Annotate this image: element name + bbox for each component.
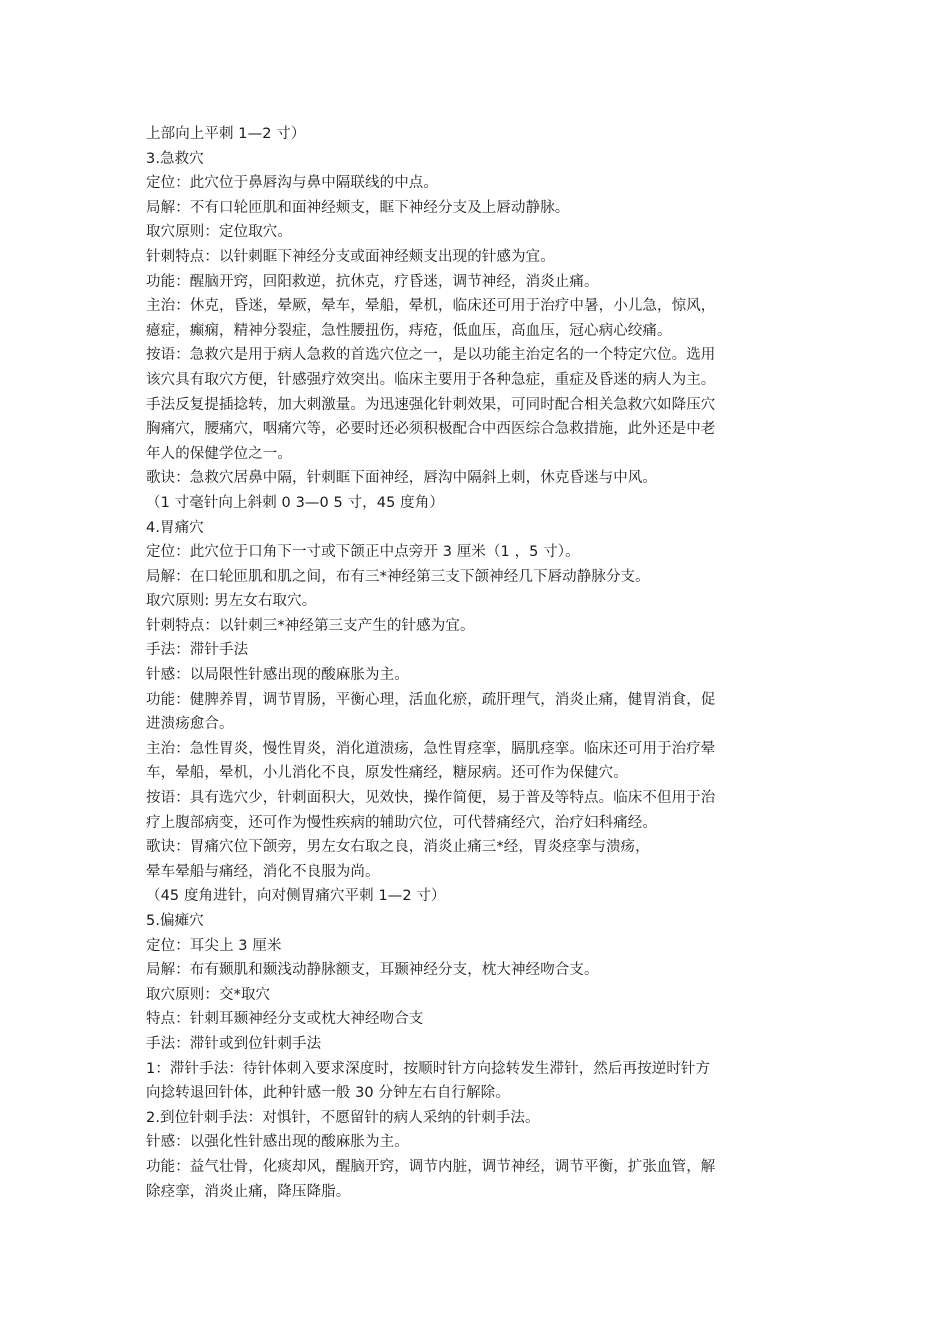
text-line: 歌诀：急救穴居鼻中隔，针刺眶下面神经，唇沟中隔斜上刺，休克昏迷与中风。 [146, 470, 657, 487]
text-line: 局解：在口轮匝肌和肌之间，布有三*神经第三支下颌神经几下唇动静脉分支。 [146, 568, 650, 585]
text-line: 针刺特点：以针刺眶下神经分支或面神经颊支出现的针感为宜。 [146, 248, 555, 265]
text-line: 疗上腹部病变，还可作为慢性疾病的辅助穴位，可代替痛经穴，治疗妇科痛经。 [146, 814, 657, 831]
section-heading-5: 5.偏瘫穴 [146, 913, 204, 929]
text-line: 癔症，癫痫，精神分裂症，急性腰扭伤，痔疮，低血压，高血压，冠心病心绞痛。 [146, 322, 672, 339]
text-line: 局解：布有颞肌和颞浅动静脉额支，耳颞神经分支，枕大神经吻合支。 [146, 962, 599, 979]
text-line: 取穴原则：定位取穴。 [146, 224, 292, 241]
text-line: 局解：不有口轮匝肌和面神经颊支，眶下神经分支及上唇动静脉。 [146, 199, 570, 216]
text-line: 2.到位针刺手法：对惧针，不愿留针的病人采纳的针刺手法。 [146, 1109, 540, 1126]
text-line: 取穴原则: 男左女右取穴。 [146, 593, 317, 610]
text-line: （1 寸毫针向上斜刺 0 3—0 5 寸，45 度角） [146, 494, 444, 511]
text-line: 手法：滞针手法 [146, 642, 249, 659]
text-line: 进溃疡愈合。 [146, 716, 234, 733]
text-line: 年人的保健学位之一。 [146, 445, 292, 462]
text-line: 特点：针刺耳颞神经分支或枕大神经吻合支 [146, 1011, 424, 1028]
section-heading-4: 4.胃痛穴 [146, 519, 204, 536]
text-line: 功能：益气壮骨，化痰却风，醒脑开窍，调节内脏，调节神经，调节平衡，扩张血管，解 [146, 1158, 716, 1175]
text-line: 该穴具有取穴方便，针感强疗效突出。临床主要用于各种急症，重症及昏迷的病人为主。 [146, 371, 716, 388]
text-line: 定位：耳尖上 3 厘米 [146, 937, 282, 954]
text-line: 手法：滞针或到位针刺手法 [146, 1035, 322, 1052]
text-line: 定位：此穴位于口角下一寸或下颌正中点旁开 3 厘米（1 ，5 寸）。 [146, 544, 580, 561]
text-line: 歌诀：胃痛穴位下颌旁，男左女右取之良，消炎止痛三*经，胃炎痉挛与溃疡， [146, 839, 650, 856]
section-heading-3: 3.急救穴 [146, 150, 204, 167]
text-line: 车，晕船，晕机，小儿消化不良，原发性痛经，糖尿病。还可作为保健穴。 [146, 765, 628, 782]
text-line: 功能：醒脑开窍，回阳救逆，抗休克，疗昏迷，调节神经，消炎止痛。 [146, 273, 599, 290]
text-line: 主治：急性胃炎，慢性胃炎，消化道溃疡，急性胃痉挛，膈肌痉挛。临床还可用于治疗晕 [146, 740, 716, 757]
text-line: 手法反复提插捻转，加大刺激量。为迅速强化针刺效果，可同时配合相关急救穴如降压穴 [146, 396, 716, 413]
document-text [146, 122, 810, 1204]
text-line: 定位：此穴位于鼻唇沟与鼻中隔联线的中点。 [146, 175, 438, 192]
text-line: 1：滞针手法：待针体刺入要求深度时，按顺时针方向捻转发生滞针，然后再按逆时针方 [146, 1060, 711, 1077]
text-line: 按语：急救穴是用于病人急救的首选穴位之一，是以功能主治定名的一个特定穴位。选用 [146, 347, 716, 364]
text-line: 取穴原则：交*取穴 [146, 986, 271, 1003]
text-line: 功能：健脾养胃，调节胃肠，平衡心理，活血化瘀，疏肝理气，消炎止痛，健胃消食，促 [146, 691, 716, 708]
text-line: 向捻转退回针体，此种针感一般 30 分钟左右自行解除。 [146, 1085, 510, 1102]
text-line: 针感：以局限性针感出现的酸麻胀为主。 [146, 667, 409, 684]
text-line: 针刺特点：以针刺三*神经第三支产生的针感为宜。 [146, 617, 475, 634]
text-line: 针感：以强化性针感出现的酸麻胀为主。 [146, 1134, 409, 1151]
text-line: 除痉挛，消炎止痛，降压降脂。 [146, 1183, 351, 1200]
text-line: 按语：具有选穴少，针刺面积大，见效快，操作简便，易于普及等特点。临床不但用于治 [146, 790, 716, 807]
text-line: 主治：休克，昏迷，晕厥，晕车，晕船，晕机，临床还可用于治疗中暑，小儿急，惊风， [146, 298, 716, 315]
text-line: 胸痛穴，腰痛穴，咽痛穴等，必要时还必须积极配合中西医综合急救措施，此外还是中老 [146, 421, 716, 438]
text-line: 上部向上平刺 1—2 寸） [146, 126, 306, 142]
text-line: （45 度角进针，向对侧胃痛穴平刺 1—2 寸） [146, 888, 446, 905]
text-line: 晕车晕船与痛经，消化不良服为尚。 [146, 863, 380, 880]
